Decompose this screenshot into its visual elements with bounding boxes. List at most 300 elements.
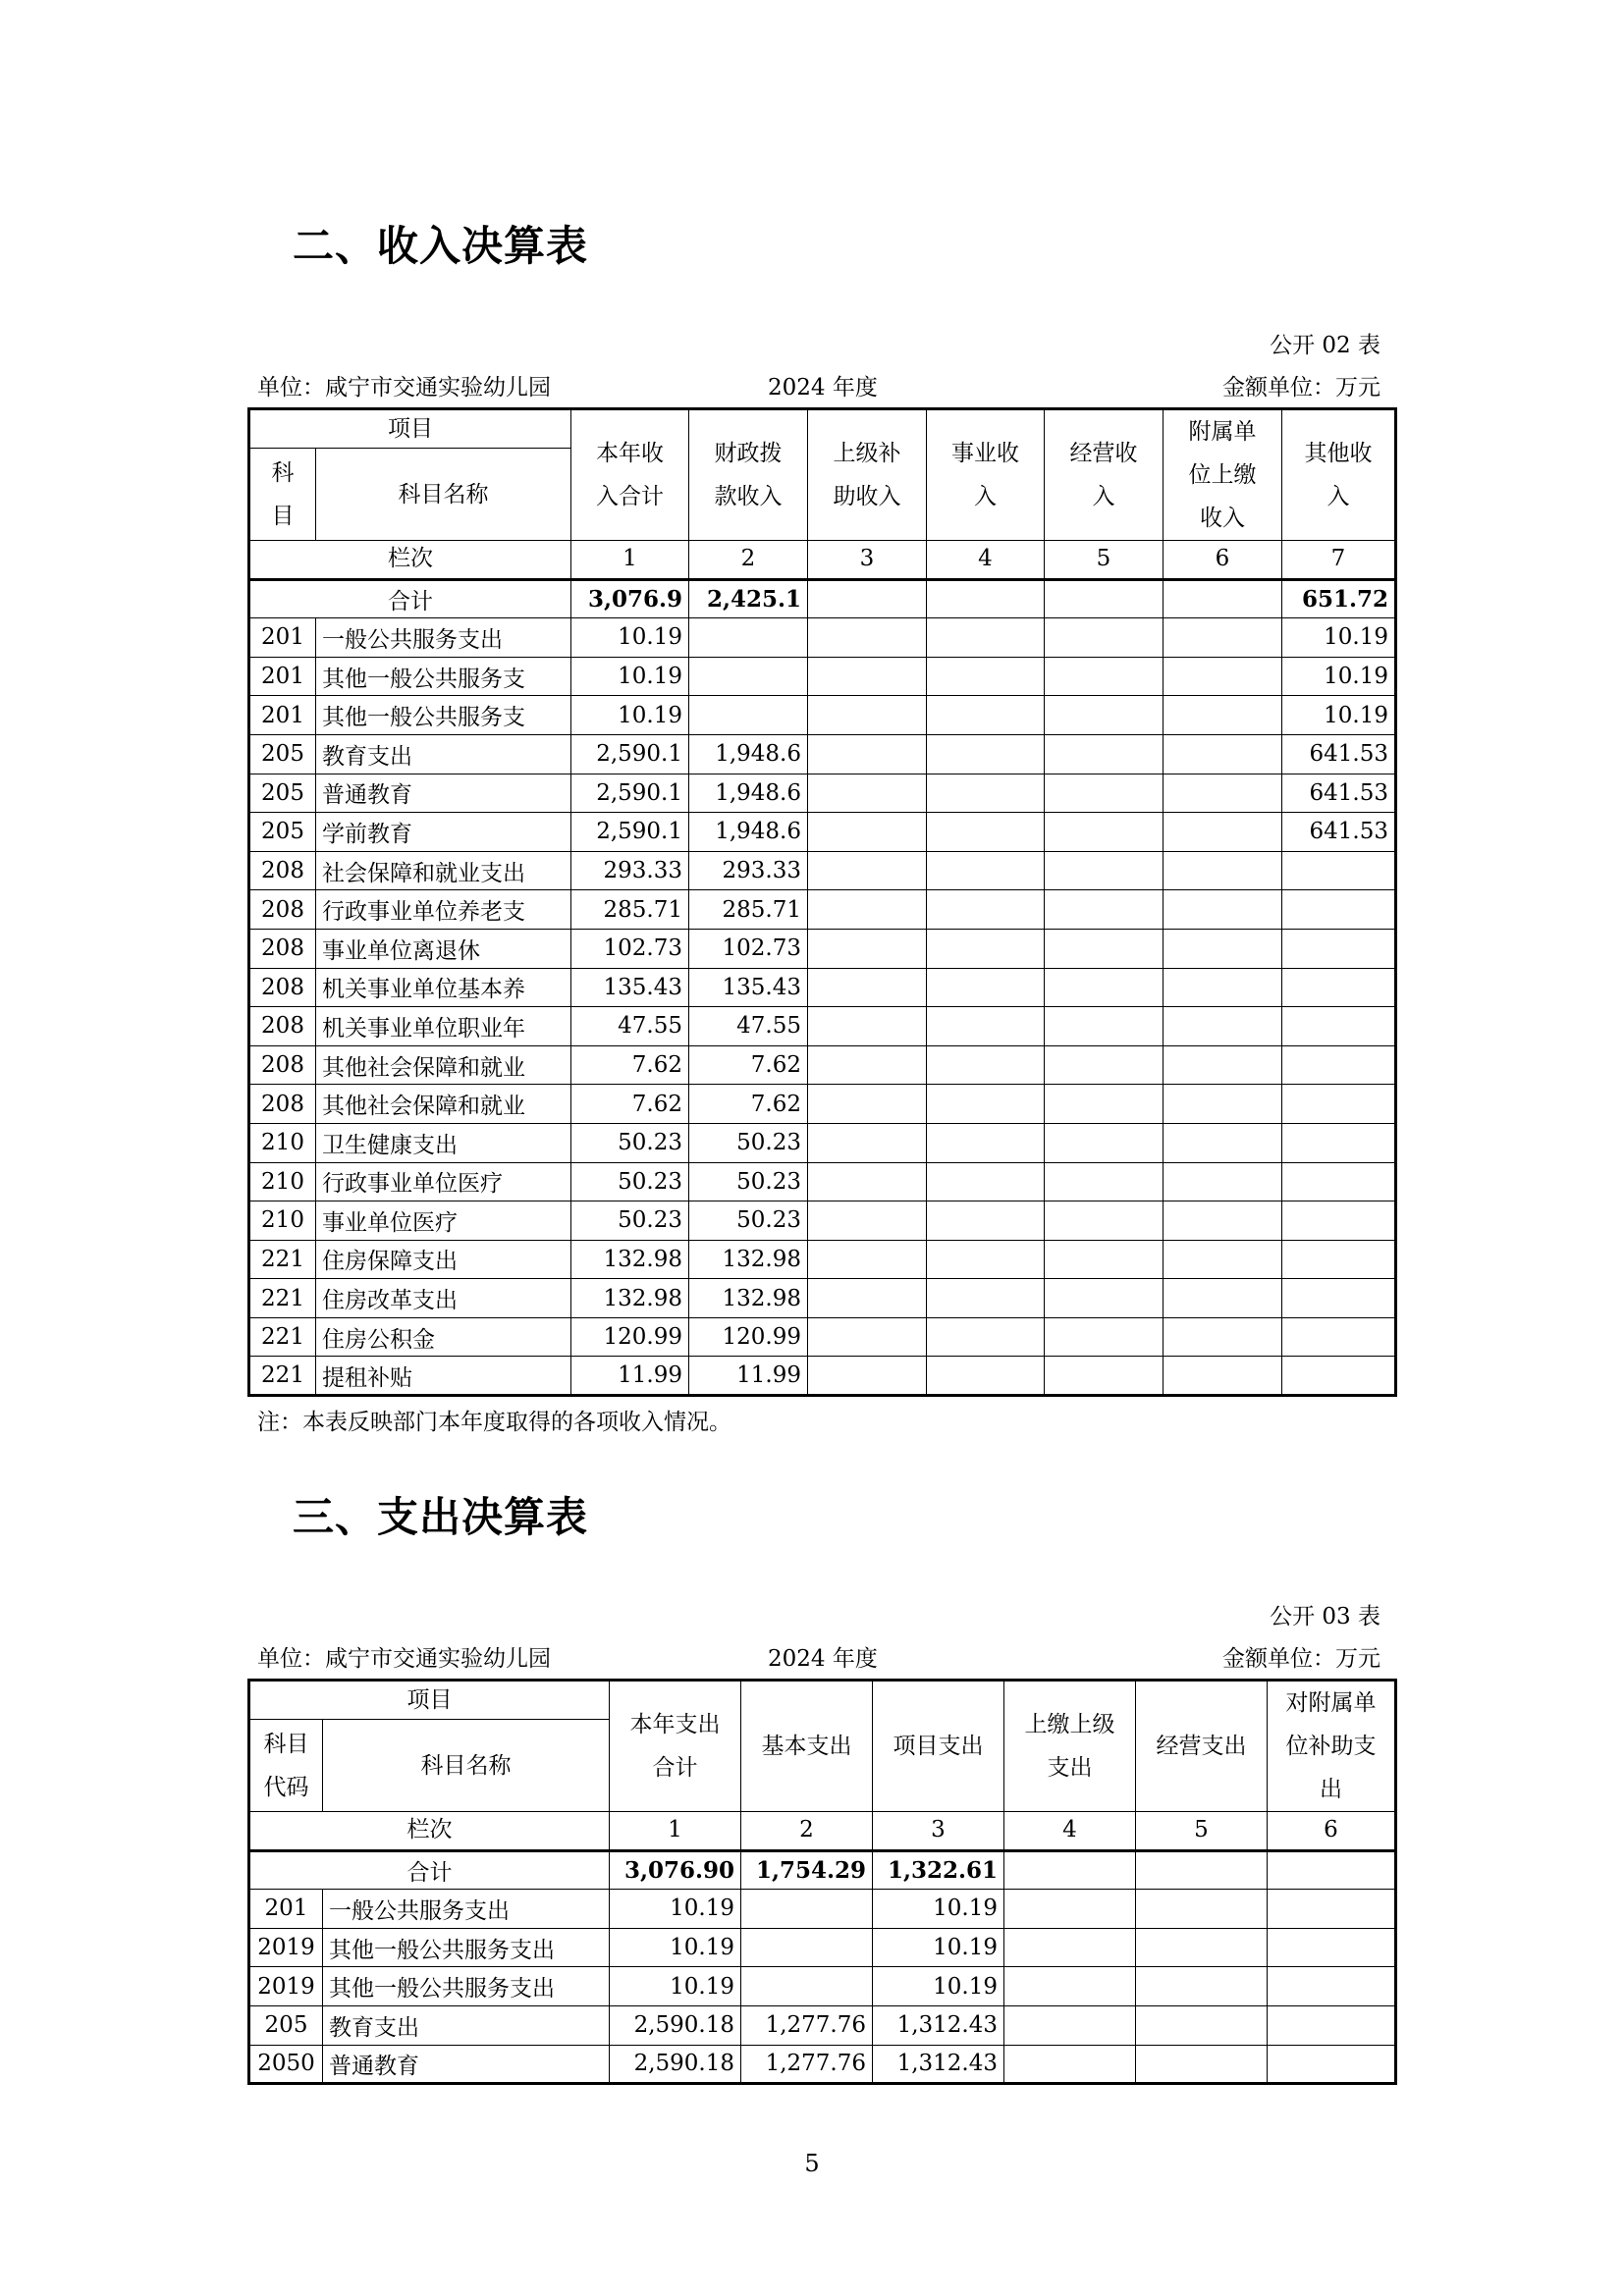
income-row-name: 其他一般公共服务支 bbox=[316, 657, 571, 696]
expense-table-row bbox=[249, 2045, 1396, 2084]
expense-row-code: 2050 bbox=[249, 2045, 323, 2084]
income-table-row bbox=[249, 1201, 1396, 1241]
income-row-value: 132.98 bbox=[571, 1279, 689, 1318]
income-row-value bbox=[1045, 1085, 1164, 1124]
expense-heading: 三、支出决算表 bbox=[293, 1493, 589, 1541]
income-row-value bbox=[1164, 813, 1282, 852]
income-row-value bbox=[808, 1162, 927, 1201]
income-table-row bbox=[249, 851, 1396, 890]
income-row-value bbox=[1045, 1317, 1164, 1357]
income-row-value bbox=[927, 696, 1045, 735]
income-row-value bbox=[1045, 851, 1164, 890]
income-row-value bbox=[1282, 968, 1396, 1007]
income-row-code: 221 bbox=[249, 1279, 316, 1318]
income-row-value bbox=[1282, 1162, 1396, 1201]
income-row-value: 2,590.1 bbox=[571, 734, 689, 774]
expense-amount-unit: 金额单位：万元 bbox=[1222, 1646, 1380, 1672]
income-table-row bbox=[249, 1357, 1396, 1396]
income-row-value bbox=[1045, 929, 1164, 968]
income-row-name: 机关事业单位基本养 bbox=[316, 968, 571, 1007]
income-total-value: 2,425.1 bbox=[689, 579, 808, 618]
income-row-value: 120.99 bbox=[689, 1317, 808, 1357]
income-row-value bbox=[927, 1201, 1045, 1241]
expense-header-col-2 bbox=[741, 1681, 873, 1812]
income-row-code: 208 bbox=[249, 1007, 316, 1046]
income-row-value: 293.33 bbox=[689, 851, 808, 890]
expense-row-value: 1,312.43 bbox=[873, 2045, 1004, 2084]
expense-header-col-4-line: 支出 bbox=[1047, 1755, 1093, 1781]
income-row-value bbox=[1164, 1045, 1282, 1085]
expense-header-col-5 bbox=[1136, 1681, 1268, 1812]
income-table-row bbox=[249, 1240, 1396, 1279]
income-total-value: 651.72 bbox=[1282, 579, 1396, 618]
income-row-value: 641.53 bbox=[1282, 734, 1396, 774]
expense-lanci-row bbox=[249, 1812, 1396, 1851]
income-row-value: 135.43 bbox=[571, 968, 689, 1007]
expense-header-col-1-line: 合计 bbox=[652, 1755, 698, 1781]
income-total-value bbox=[1045, 579, 1164, 618]
income-row-value bbox=[1045, 890, 1164, 930]
income-row-value: 10.19 bbox=[571, 696, 689, 735]
income-header-name: 科目名称 bbox=[316, 449, 571, 541]
income-row-value: 102.73 bbox=[689, 929, 808, 968]
expense-header-project: 项目 bbox=[249, 1681, 610, 1720]
income-row-value bbox=[927, 1123, 1045, 1162]
income-row-value bbox=[1282, 1357, 1396, 1396]
income-row-value bbox=[1045, 1123, 1164, 1162]
income-row-code: 208 bbox=[249, 1085, 316, 1124]
expense-col-number: 2 bbox=[741, 1812, 873, 1851]
income-header-col-7-line: 入 bbox=[1326, 484, 1350, 509]
income-header-code-line: 科 bbox=[271, 459, 295, 486]
income-row-value: 7.62 bbox=[571, 1045, 689, 1085]
income-row-value: 2,590.1 bbox=[571, 813, 689, 852]
income-row-value: 7.62 bbox=[571, 1085, 689, 1124]
income-row-name: 机关事业单位职业年 bbox=[316, 1007, 571, 1046]
income-row-value bbox=[1045, 1045, 1164, 1085]
income-row-value bbox=[927, 1357, 1045, 1396]
income-row-value bbox=[927, 929, 1045, 968]
expense-header-col-4 bbox=[1004, 1681, 1136, 1812]
expense-header-col-6 bbox=[1268, 1681, 1396, 1812]
expense-header-col-3-line: 项目支出 bbox=[893, 1734, 984, 1759]
income-row-value: 132.98 bbox=[689, 1279, 808, 1318]
income-row-value bbox=[1282, 1045, 1396, 1085]
income-row-value bbox=[927, 774, 1045, 813]
income-row-value bbox=[1164, 1085, 1282, 1124]
income-row-value bbox=[1164, 929, 1282, 968]
income-row-value bbox=[1164, 968, 1282, 1007]
income-table-row bbox=[249, 618, 1396, 658]
income-row-value bbox=[927, 618, 1045, 658]
expense-table-row bbox=[249, 1890, 1396, 1929]
income-row-value bbox=[1164, 1007, 1282, 1046]
income-row-value bbox=[1164, 890, 1282, 930]
income-row-value bbox=[808, 1045, 927, 1085]
income-row-value: 285.71 bbox=[689, 890, 808, 930]
expense-row-value bbox=[1268, 2005, 1396, 2045]
income-table bbox=[247, 407, 1397, 1397]
income-row-code: 208 bbox=[249, 929, 316, 968]
income-row-value bbox=[1045, 618, 1164, 658]
expense-header-col-6-line: 出 bbox=[1320, 1777, 1342, 1802]
income-header-col-7 bbox=[1282, 409, 1396, 541]
expense-row-value bbox=[1268, 1967, 1396, 2006]
expense-row-value bbox=[741, 1928, 873, 1967]
expense-row-value: 10.19 bbox=[610, 1967, 741, 2006]
expense-total-row bbox=[249, 1850, 1396, 1890]
income-row-name: 其他社会保障和就业 bbox=[316, 1045, 571, 1085]
income-row-value bbox=[689, 696, 808, 735]
income-row-name: 住房保障支出 bbox=[316, 1240, 571, 1279]
income-row-value: 132.98 bbox=[689, 1240, 808, 1279]
expense-row-value bbox=[1268, 2045, 1396, 2084]
income-row-value bbox=[1164, 1162, 1282, 1201]
expense-header-row bbox=[249, 1681, 1396, 1720]
expense-total-label: 合计 bbox=[249, 1850, 610, 1890]
expense-row-value: 2,590.18 bbox=[610, 2005, 741, 2045]
income-col-number: 4 bbox=[927, 541, 1045, 580]
income-table-row bbox=[249, 696, 1396, 735]
income-row-value bbox=[808, 1007, 927, 1046]
income-row-value: 50.23 bbox=[689, 1123, 808, 1162]
income-row-name: 行政事业单位医疗 bbox=[316, 1162, 571, 1201]
income-row-value bbox=[808, 1279, 927, 1318]
expense-row-value bbox=[1268, 1928, 1396, 1967]
income-row-value bbox=[808, 1357, 927, 1396]
expense-table bbox=[247, 1679, 1397, 2085]
expense-header-col-5-line: 经营支出 bbox=[1156, 1734, 1247, 1759]
income-row-value: 50.23 bbox=[689, 1201, 808, 1241]
income-table-row bbox=[249, 1007, 1396, 1046]
income-row-value bbox=[808, 813, 927, 852]
income-row-code: 210 bbox=[249, 1201, 316, 1241]
income-header-col-6-line: 附属单 bbox=[1188, 419, 1257, 445]
expense-table-row bbox=[249, 1928, 1396, 1967]
income-row-value: 102.73 bbox=[571, 929, 689, 968]
expense-row-value bbox=[741, 1890, 873, 1929]
income-row-value: 7.62 bbox=[689, 1085, 808, 1124]
income-row-value bbox=[1164, 1201, 1282, 1241]
income-row-value: 50.23 bbox=[571, 1123, 689, 1162]
expense-table-row bbox=[249, 1967, 1396, 2006]
income-row-name: 普通教育 bbox=[316, 774, 571, 813]
income-header-col-1-line: 本年收 bbox=[596, 441, 664, 466]
income-header-col-2 bbox=[689, 409, 808, 541]
income-header-row bbox=[249, 409, 1396, 449]
income-header-col-4-line: 事业收 bbox=[951, 441, 1019, 466]
expense-header-code-line: 科目 bbox=[263, 1731, 309, 1757]
income-row-value: 47.55 bbox=[689, 1007, 808, 1046]
income-header-col-1-line: 入合计 bbox=[596, 484, 664, 509]
income-row-value bbox=[1282, 851, 1396, 890]
income-row-code: 210 bbox=[249, 1123, 316, 1162]
income-row-name: 其他一般公共服务支 bbox=[316, 696, 571, 735]
income-row-value bbox=[1282, 1123, 1396, 1162]
income-row-value bbox=[808, 968, 927, 1007]
income-row-value: 1,948.6 bbox=[689, 734, 808, 774]
expense-row-value bbox=[1004, 2005, 1136, 2045]
income-header-col-5-line: 入 bbox=[1092, 484, 1115, 509]
income-header-col-6 bbox=[1164, 409, 1282, 541]
income-row-value bbox=[1282, 1317, 1396, 1357]
income-total-value bbox=[808, 579, 927, 618]
income-row-code: 208 bbox=[249, 851, 316, 890]
income-row-value bbox=[1045, 968, 1164, 1007]
income-row-value: 120.99 bbox=[571, 1317, 689, 1357]
income-row-value bbox=[927, 813, 1045, 852]
income-row-value bbox=[1282, 1240, 1396, 1279]
expense-header-col-1 bbox=[610, 1681, 741, 1812]
expense-col-number: 5 bbox=[1136, 1812, 1268, 1851]
income-row-value: 10.19 bbox=[1282, 657, 1396, 696]
income-row-value bbox=[927, 1007, 1045, 1046]
expense-row-value: 2,590.18 bbox=[610, 2045, 741, 2084]
income-row-name: 事业单位医疗 bbox=[316, 1201, 571, 1241]
expense-header-col-6-line: 对附属单 bbox=[1285, 1690, 1377, 1716]
income-header-col-6-line: 收入 bbox=[1200, 506, 1245, 531]
income-row-value bbox=[808, 657, 927, 696]
income-header-project: 项目 bbox=[249, 409, 571, 449]
expense-header-col-1-line: 本年支出 bbox=[629, 1712, 721, 1737]
income-header-col-3-line: 助收入 bbox=[833, 484, 901, 509]
income-header-col-5 bbox=[1045, 409, 1164, 541]
income-header-col-6-line: 位上缴 bbox=[1188, 462, 1257, 488]
income-row-value bbox=[927, 968, 1045, 1007]
income-row-value bbox=[808, 929, 927, 968]
income-row-value: 11.99 bbox=[689, 1357, 808, 1396]
income-col-number: 3 bbox=[808, 541, 927, 580]
income-header-col-4-line: 入 bbox=[974, 484, 997, 509]
income-row-value bbox=[1164, 1279, 1282, 1318]
income-row-value bbox=[1282, 929, 1396, 968]
income-row-value bbox=[927, 851, 1045, 890]
expense-total-value bbox=[1268, 1850, 1396, 1890]
income-lanci-row bbox=[249, 541, 1396, 580]
expense-header-col-4-line: 上缴上级 bbox=[1024, 1712, 1115, 1737]
income-row-value bbox=[808, 851, 927, 890]
income-row-name: 教育支出 bbox=[316, 734, 571, 774]
income-col-number: 5 bbox=[1045, 541, 1164, 580]
income-row-code: 201 bbox=[249, 618, 316, 658]
income-row-value bbox=[808, 618, 927, 658]
expense-row-code: 201 bbox=[249, 1890, 323, 1929]
income-header-col-4 bbox=[927, 409, 1045, 541]
expense-total-value: 1,754.29 bbox=[741, 1850, 873, 1890]
income-row-value bbox=[1282, 1201, 1396, 1241]
income-row-value bbox=[1164, 774, 1282, 813]
income-row-value bbox=[808, 1123, 927, 1162]
expense-row-value bbox=[1004, 1967, 1136, 2006]
income-row-code: 221 bbox=[249, 1240, 316, 1279]
income-header-col-2-line: 款收入 bbox=[714, 484, 783, 509]
income-row-value bbox=[808, 1317, 927, 1357]
income-row-value bbox=[1282, 890, 1396, 930]
expense-row-value: 1,312.43 bbox=[873, 2005, 1004, 2045]
expense-row-value bbox=[1004, 1890, 1136, 1929]
expense-row-value: 1,277.76 bbox=[741, 2045, 873, 2084]
expense-lanci-label: 栏次 bbox=[249, 1812, 610, 1851]
income-total-row bbox=[249, 579, 1396, 618]
expense-total-value bbox=[1004, 1850, 1136, 1890]
income-row-value bbox=[1282, 1279, 1396, 1318]
income-row-value bbox=[808, 774, 927, 813]
income-header-col-1 bbox=[571, 409, 689, 541]
income-row-code: 201 bbox=[249, 696, 316, 735]
income-row-value: 135.43 bbox=[689, 968, 808, 1007]
income-row-value bbox=[927, 1045, 1045, 1085]
income-row-name: 住房公积金 bbox=[316, 1317, 571, 1357]
income-table-row bbox=[249, 890, 1396, 930]
income-row-value bbox=[1164, 734, 1282, 774]
income-row-value bbox=[1164, 1317, 1282, 1357]
expense-row-value bbox=[1136, 1967, 1268, 2006]
expense-row-value: 10.19 bbox=[873, 1928, 1004, 1967]
expense-row-name: 教育支出 bbox=[323, 2005, 610, 2045]
income-row-value bbox=[927, 734, 1045, 774]
income-row-code: 205 bbox=[249, 774, 316, 813]
income-row-value bbox=[808, 1240, 927, 1279]
income-row-value bbox=[808, 734, 927, 774]
income-row-code: 201 bbox=[249, 657, 316, 696]
expense-table-row bbox=[249, 2005, 1396, 2045]
income-row-value bbox=[1045, 774, 1164, 813]
income-row-value bbox=[1045, 1240, 1164, 1279]
income-row-value bbox=[927, 1279, 1045, 1318]
expense-header-code-line: 代码 bbox=[263, 1774, 309, 1800]
income-header-col-2-line: 财政拨 bbox=[714, 441, 783, 466]
income-header-col-3-line: 上级补 bbox=[833, 441, 901, 466]
income-total-value bbox=[1164, 579, 1282, 618]
income-row-value: 47.55 bbox=[571, 1007, 689, 1046]
income-unit: 单位：咸宁市交通实验幼儿园 bbox=[257, 375, 551, 400]
income-table-row bbox=[249, 1279, 1396, 1318]
income-table-row bbox=[249, 1045, 1396, 1085]
expense-year: 2024 年度 bbox=[768, 1646, 878, 1672]
income-row-code: 205 bbox=[249, 734, 316, 774]
income-row-value bbox=[1045, 1279, 1164, 1318]
expense-row-code: 2019 bbox=[249, 1928, 323, 1967]
income-row-value bbox=[1045, 657, 1164, 696]
income-row-value bbox=[1164, 1357, 1282, 1396]
income-total-value: 3,076.9 bbox=[571, 579, 689, 618]
income-header-code-line: 目 bbox=[271, 503, 295, 529]
income-row-value: 641.53 bbox=[1282, 774, 1396, 813]
page-number: 5 bbox=[804, 2150, 820, 2177]
income-row-value bbox=[808, 1201, 927, 1241]
expense-row-name: 一般公共服务支出 bbox=[323, 1890, 610, 1929]
income-row-name: 事业单位离退休 bbox=[316, 929, 571, 968]
income-row-value: 293.33 bbox=[571, 851, 689, 890]
income-row-code: 221 bbox=[249, 1357, 316, 1396]
expense-total-value bbox=[1136, 1850, 1268, 1890]
expense-header-name: 科目名称 bbox=[323, 1720, 610, 1812]
expense-row-name: 其他一般公共服务支出 bbox=[323, 1967, 610, 2006]
income-row-value: 10.19 bbox=[571, 618, 689, 658]
expense-row-code: 2019 bbox=[249, 1967, 323, 2006]
income-row-value bbox=[1045, 1162, 1164, 1201]
income-row-value bbox=[927, 657, 1045, 696]
expense-table-code: 公开 03 表 bbox=[1270, 1604, 1380, 1629]
income-table-row bbox=[249, 968, 1396, 1007]
income-header-col-3 bbox=[808, 409, 927, 541]
income-table-row bbox=[249, 1123, 1396, 1162]
income-row-value bbox=[1164, 851, 1282, 890]
expense-row-value: 10.19 bbox=[873, 1967, 1004, 2006]
income-table-row bbox=[249, 1317, 1396, 1357]
income-row-value bbox=[808, 890, 927, 930]
income-row-code: 208 bbox=[249, 890, 316, 930]
income-row-value: 2,590.1 bbox=[571, 774, 689, 813]
income-row-value: 10.19 bbox=[1282, 618, 1396, 658]
income-row-name: 社会保障和就业支出 bbox=[316, 851, 571, 890]
income-row-value bbox=[1164, 1123, 1282, 1162]
expense-row-value bbox=[1136, 2005, 1268, 2045]
income-row-value: 7.62 bbox=[689, 1045, 808, 1085]
expense-row-value: 1,277.76 bbox=[741, 2005, 873, 2045]
income-col-number: 1 bbox=[571, 541, 689, 580]
income-row-value bbox=[1164, 1240, 1282, 1279]
expense-unit: 单位：咸宁市交通实验幼儿园 bbox=[257, 1646, 551, 1672]
expense-col-number: 1 bbox=[610, 1812, 741, 1851]
income-row-name: 其他社会保障和就业 bbox=[316, 1085, 571, 1124]
income-row-value bbox=[927, 1162, 1045, 1201]
income-row-value bbox=[1164, 657, 1282, 696]
income-table-row bbox=[249, 1085, 1396, 1124]
income-table-row bbox=[249, 774, 1396, 813]
income-table-row bbox=[249, 813, 1396, 852]
expense-row-value bbox=[1004, 1928, 1136, 1967]
income-row-value bbox=[1045, 1201, 1164, 1241]
income-total-label: 合计 bbox=[249, 579, 571, 618]
income-row-code: 221 bbox=[249, 1317, 316, 1357]
income-row-code: 208 bbox=[249, 968, 316, 1007]
income-row-name: 一般公共服务支出 bbox=[316, 618, 571, 658]
expense-row-value: 10.19 bbox=[873, 1890, 1004, 1929]
income-row-value bbox=[808, 696, 927, 735]
income-row-name: 行政事业单位养老支 bbox=[316, 890, 571, 930]
income-row-code: 208 bbox=[249, 1045, 316, 1085]
income-row-value: 10.19 bbox=[571, 657, 689, 696]
income-row-value bbox=[1164, 618, 1282, 658]
expense-row-value bbox=[1004, 2045, 1136, 2084]
income-lanci-label: 栏次 bbox=[249, 541, 571, 580]
income-row-value: 50.23 bbox=[571, 1201, 689, 1241]
expense-total-value: 1,322.61 bbox=[873, 1850, 1004, 1890]
income-row-value bbox=[689, 657, 808, 696]
income-row-value bbox=[1164, 696, 1282, 735]
income-row-value: 132.98 bbox=[571, 1240, 689, 1279]
income-col-number: 6 bbox=[1164, 541, 1282, 580]
income-row-value bbox=[1282, 1007, 1396, 1046]
income-row-value: 1,948.6 bbox=[689, 813, 808, 852]
expense-row-value: 10.19 bbox=[610, 1890, 741, 1929]
expense-header-col-6-line: 位补助支 bbox=[1285, 1734, 1377, 1759]
income-row-value: 641.53 bbox=[1282, 813, 1396, 852]
income-col-number: 7 bbox=[1282, 541, 1396, 580]
income-row-name: 提租补贴 bbox=[316, 1357, 571, 1396]
income-total-value bbox=[927, 579, 1045, 618]
income-note: 注：本表反映部门本年度取得的各项收入情况。 bbox=[257, 1410, 731, 1435]
income-table-code: 公开 02 表 bbox=[1270, 333, 1380, 358]
expense-row-code: 205 bbox=[249, 2005, 323, 2045]
income-row-value bbox=[927, 1085, 1045, 1124]
income-row-value: 50.23 bbox=[571, 1162, 689, 1201]
income-row-value bbox=[927, 890, 1045, 930]
income-year: 2024 年度 bbox=[768, 375, 878, 400]
expense-row-value bbox=[741, 1967, 873, 2006]
income-col-number: 2 bbox=[689, 541, 808, 580]
